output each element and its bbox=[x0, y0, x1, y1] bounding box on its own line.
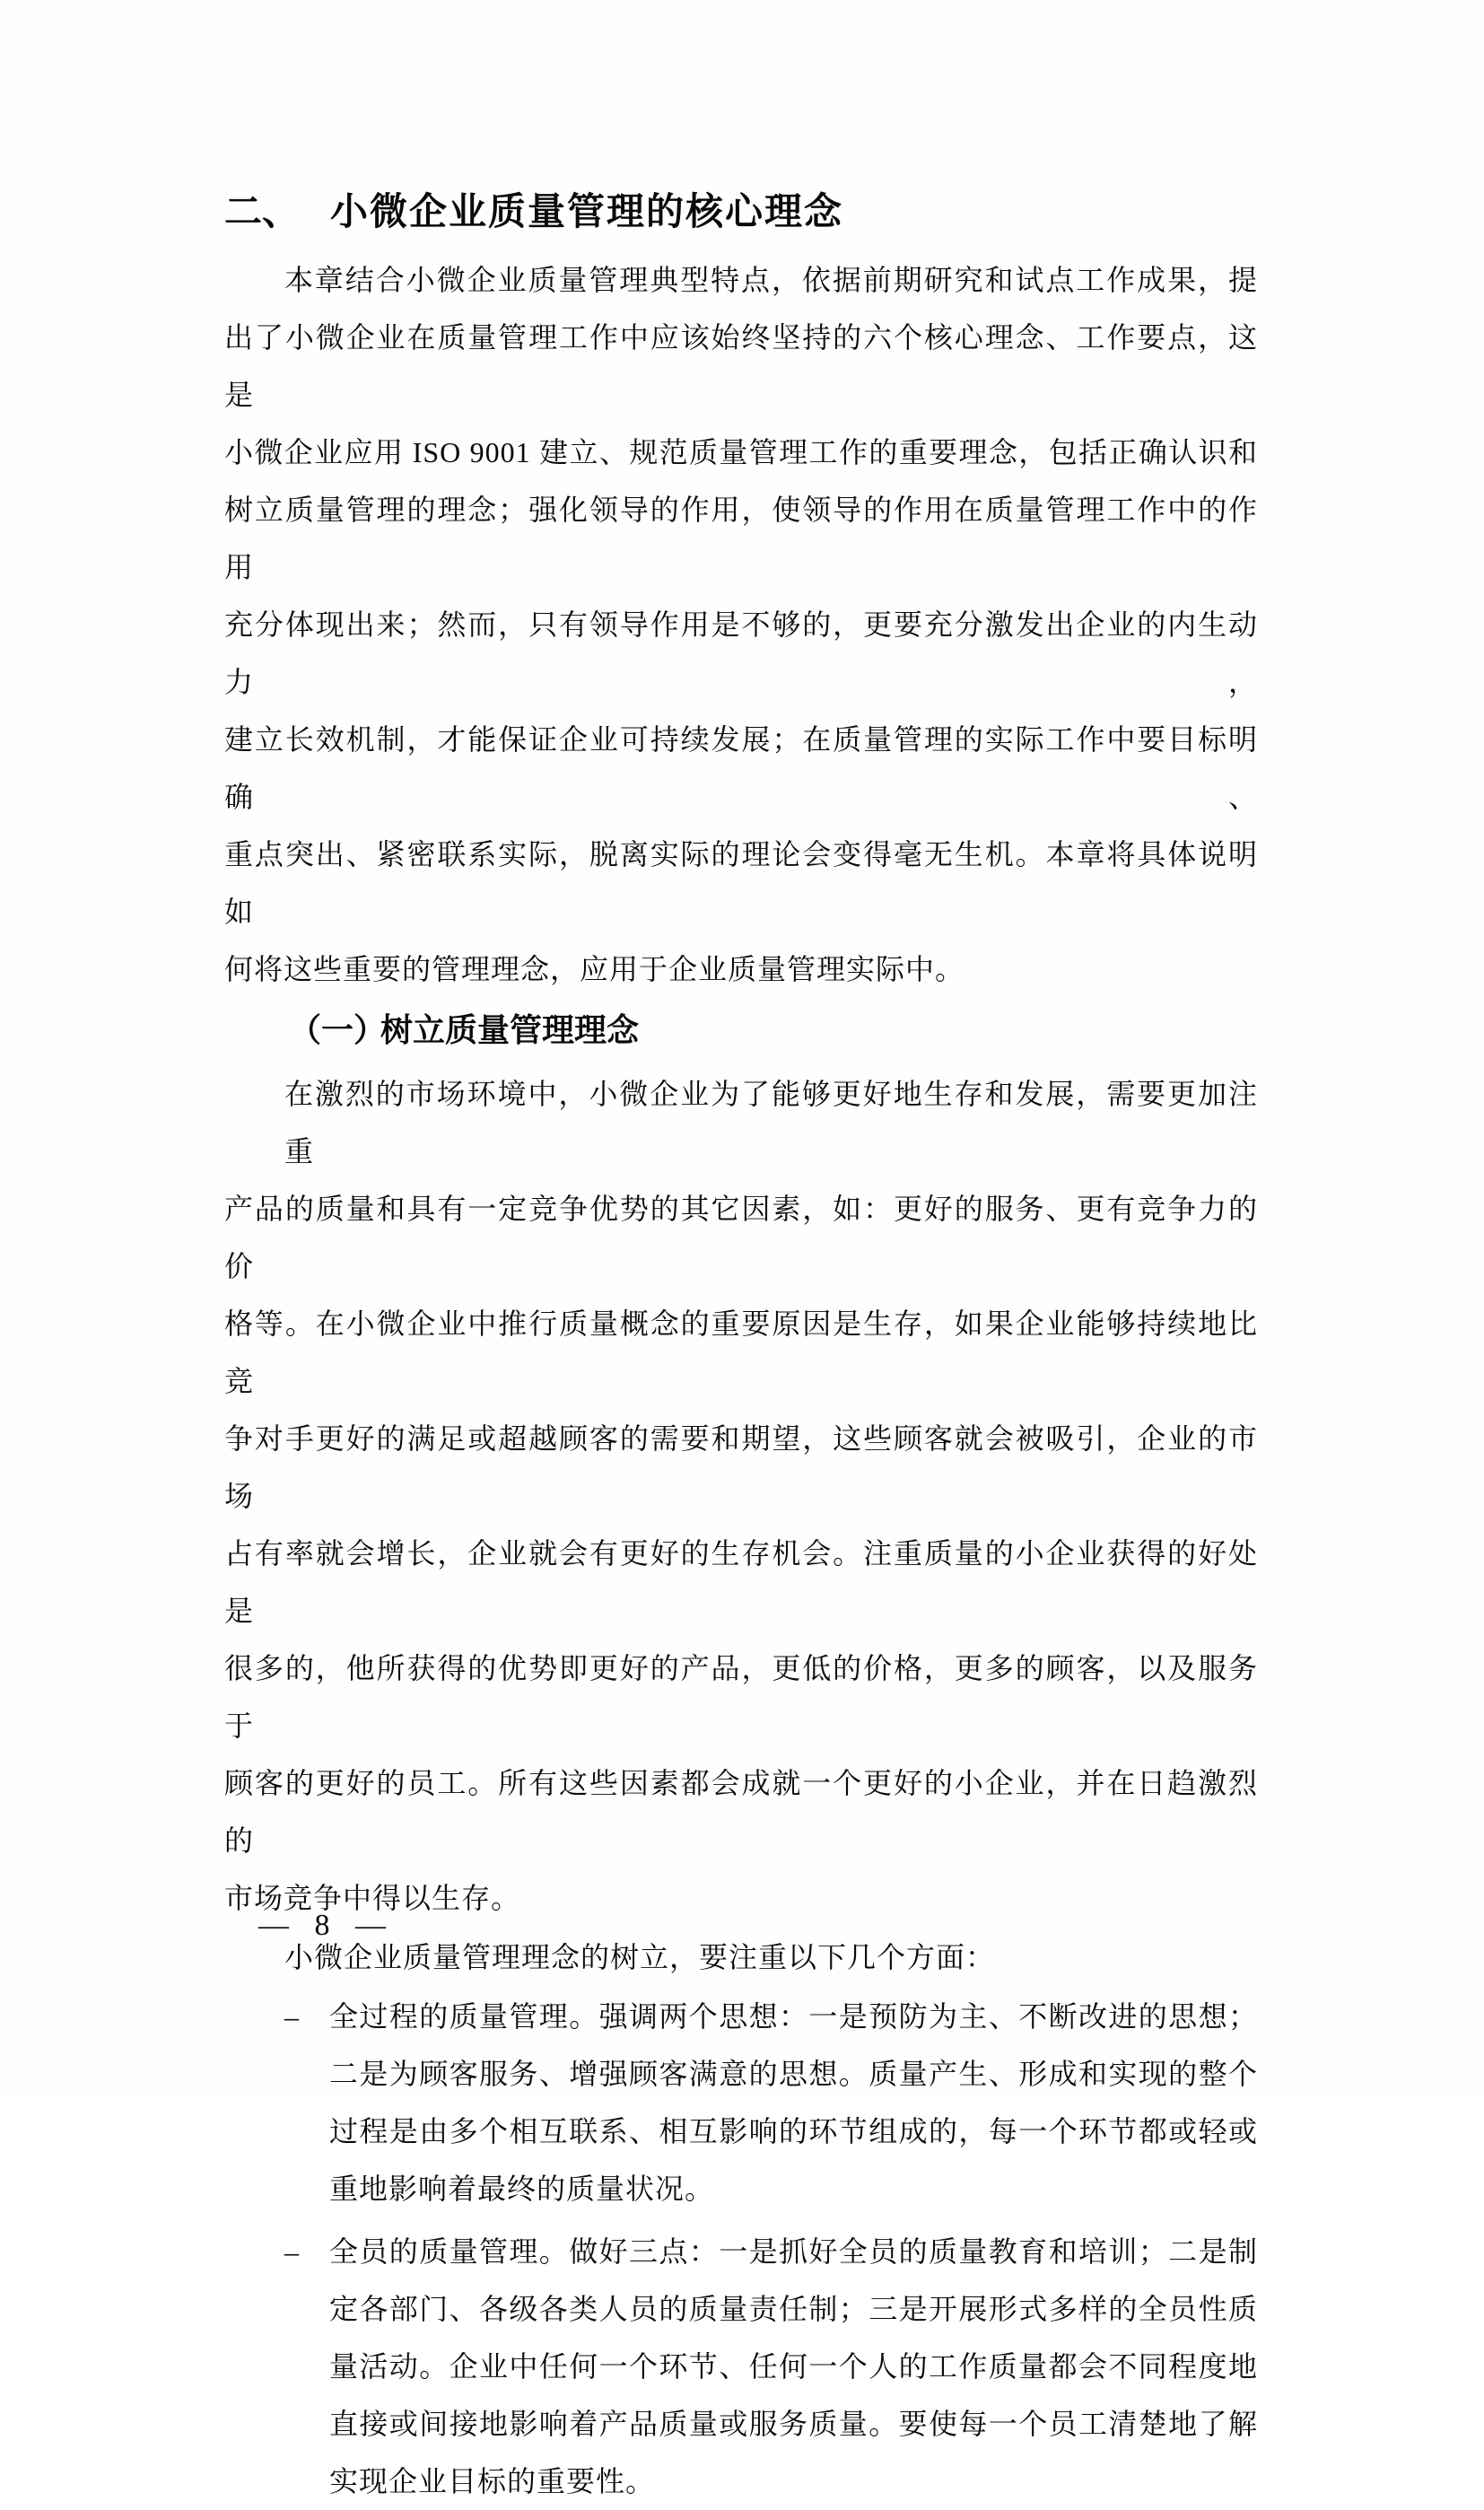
text-line: 本章结合小微企业质量管理典型特点，依据前期研究和试点工作成果，提 bbox=[284, 264, 1258, 296]
text-line: 重地影响着最终的质量状况。 bbox=[329, 2173, 715, 2205]
text-line: 建立长效机制，才能保证企业可持续发展；在质量管理的实际工作中要目标明确、 bbox=[224, 723, 1258, 813]
bullet-item-text bbox=[329, 1988, 1258, 2217]
text-line: 占有率就会增长，企业就会有更好的生存机会。注重质量的小企业获得的好处是 bbox=[224, 1537, 1258, 1627]
text-line: 格等。在小微企业中推行质量概念的重要原因是生存，如果企业能够持续地比竞 bbox=[224, 1307, 1258, 1397]
text-line: 二是为顾客服务、增强顾客满意的思想。质量产生、形成和实现的整个 bbox=[329, 2058, 1258, 2090]
text-line: 直接或间接地影响着产品质量或服务质量。要使每一个员工清楚地了解 bbox=[329, 2408, 1258, 2440]
text-line: 争对手更好的满足或超越顾客的需要和期望，这些顾客就会被吸引，企业的市场 bbox=[224, 1422, 1258, 1512]
text-line: 实现企业目标的重要性。 bbox=[329, 2465, 656, 2497]
text-line: 树立质量管理的理念；强化领导的作用，使领导的作用在质量管理工作中的作用 bbox=[224, 494, 1258, 583]
text-line: 定各部门、各级各类人员的质量责任制；三是开展形式多样的全员性质 bbox=[329, 2293, 1258, 2325]
text-line: 过程是由多个相互联系、相互影响的环节组成的，每一个环节都或轻或 bbox=[329, 2115, 1258, 2147]
text-line: 充分体现出来；然而，只有领导作用是不够的，更要充分激发出企业的内生动力， bbox=[224, 608, 1258, 698]
page-content bbox=[224, 189, 1258, 2510]
text-line: 产品的质量和具有一定竞争优势的其它因素，如：更好的服务、更有竞争力的价 bbox=[224, 1193, 1258, 1282]
bullet-item-text bbox=[329, 2223, 1258, 2510]
bullet-item bbox=[224, 1988, 1258, 2217]
chapter-title-text: 小微企业质量管理的核心理念 bbox=[330, 190, 844, 232]
dash-bullet-marker: – bbox=[284, 2000, 299, 2033]
text-line: 顾客的更好的员工。所有这些因素都会成就一个更好的小企业，并在日趋激烈的 bbox=[224, 1767, 1258, 1857]
text-line: 在激烈的市场环境中，小微企业为了能够更好地生存和发展，需要更加注重 bbox=[284, 1078, 1258, 1168]
text-line: 量活动。企业中任何一个环节、任何一个人的工作质量都会不同程度地 bbox=[329, 2350, 1258, 2383]
bullet-item bbox=[224, 2223, 1258, 2510]
section-paragraph bbox=[224, 1065, 1258, 1927]
text-line: 市场竞争中得以生存。 bbox=[224, 1882, 521, 1914]
dash-bullet-marker: – bbox=[284, 2235, 299, 2268]
chapter-title bbox=[224, 189, 1258, 234]
text-line: 小微企业质量管理理念的树立，要注重以下几个方面： bbox=[284, 1941, 996, 1973]
intro-paragraph bbox=[224, 251, 1258, 998]
text-line: 小微企业应用 ISO 9001 建立、规范质量管理工作的重要理念，包括正确认识和 bbox=[224, 436, 1258, 468]
text-line: 全员的质量管理。做好三点：一是抓好全员的质量教育和培训；二是制 bbox=[329, 2235, 1258, 2268]
text-line: 重点突出、紧密联系实际，脱离实际的理论会变得毫无生机。本章将具体说明如 bbox=[224, 838, 1258, 928]
section-number: （一） bbox=[289, 1011, 387, 1048]
section-heading-text: 树立质量管理理念 bbox=[380, 1011, 640, 1048]
text-line: 何将这些重要的管理理念，应用于企业质量管理实际中。 bbox=[224, 953, 965, 985]
page-number: — 8 — bbox=[258, 1909, 392, 1942]
text-line: 出了小微企业在质量管理工作中应该始终坚持的六个核心理念、工作要点，这是 bbox=[224, 321, 1258, 411]
text-line: 全过程的质量管理。强调两个思想：一是预防为主、不断改进的思想； bbox=[329, 2000, 1258, 2033]
chapter-number: 二、 bbox=[224, 190, 301, 232]
section-heading bbox=[224, 1005, 1258, 1055]
text-line: 很多的，他所获得的优势即更好的产品，更低的价格，更多的顾客，以及服务于 bbox=[224, 1652, 1258, 1742]
